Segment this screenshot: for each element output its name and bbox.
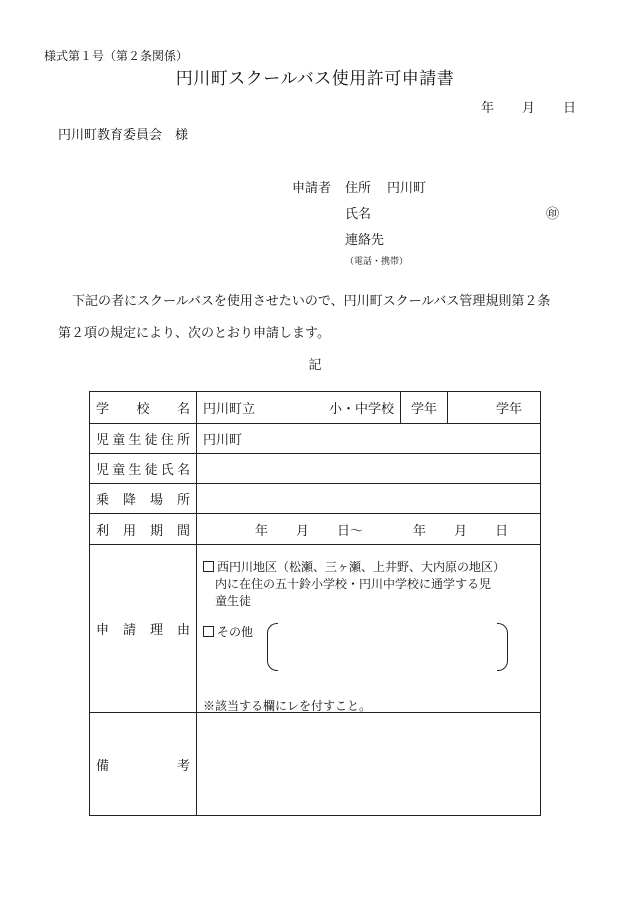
row-school [90,392,541,424]
stop-field[interactable] [197,484,541,514]
ki-heading: 記 [308,358,322,373]
applicant-label: 申請者 [292,181,332,196]
form-number: 様式第１号（第２条関係） [44,49,189,63]
body-line-2: 第２項の規定により、次のとおり申請します。 [58,326,330,341]
date-year-label: 年 [481,101,495,116]
label-school: 学 校 名 [90,392,197,424]
label-stop: 乗 降 場 所 [90,484,197,514]
recipient: 円川町教育委員会 様 [58,128,189,143]
seal-mark: ㊞ [546,207,560,222]
label-student-name: 児 童 生 徒 氏 名 [90,454,197,484]
contact-note: （電話・携帯） [345,257,409,267]
reason-field [197,545,541,713]
school-prefix: 円川町立 [203,402,256,417]
row-reason [90,545,541,713]
reason-option-1-line-2: 内に在住の五十鈴小学校・円川中学校に通学する児 [215,577,492,591]
period-field[interactable]: 年 月 日〜 年 月 日 [197,514,541,545]
contact-label: 連絡先 [345,233,385,248]
option-2-checkbox[interactable] [203,626,214,637]
reason-option-2: その他 [203,623,253,640]
row-remarks [90,713,541,816]
label-period: 利 用 期 間 [90,514,197,545]
label-student-address: 児 童 生 徒 住 所 [90,424,197,454]
reason-option-1-line-3: 童生徒 [215,594,252,608]
row-student-address [90,424,541,454]
row-student-name [90,454,541,484]
name-label: 氏名 [345,207,372,222]
grade-label: 学年 [401,392,448,424]
remarks-field[interactable] [197,713,541,816]
label-remarks: 備 考 [90,713,197,816]
label-reason: 申 請 理 由 [90,545,197,713]
body-line-1: 下記の者にスクールバスを使用させたいので、円川町スクールバス管理規則第２条 [72,294,551,309]
address-value: 円川町 [387,181,427,196]
date-month-label: 月 [522,101,536,116]
student-address-field[interactable]: 円川町 [197,424,541,454]
school-name-field[interactable] [197,392,401,424]
date-day-label: 日 [563,101,577,116]
page-title: 円川町スクールバス使用許可申請書 [175,69,455,89]
school-type: 小・中学校 [328,402,394,417]
option-1-checkbox[interactable] [203,561,214,572]
student-name-field[interactable] [197,454,541,484]
grade-field[interactable]: 学年 [448,392,541,424]
address-label: 住所 [345,181,372,196]
reason-note: ※該当する欄にレを付すこと。 [203,699,372,713]
other-bracket-right [497,623,508,671]
other-bracket-left [267,623,278,671]
application-table [89,391,541,816]
row-stop [90,484,541,514]
reason-option-1: 西円川地区（松瀬、三ヶ瀬、上井野、大内原の地区） [203,558,505,575]
row-period [90,514,541,545]
